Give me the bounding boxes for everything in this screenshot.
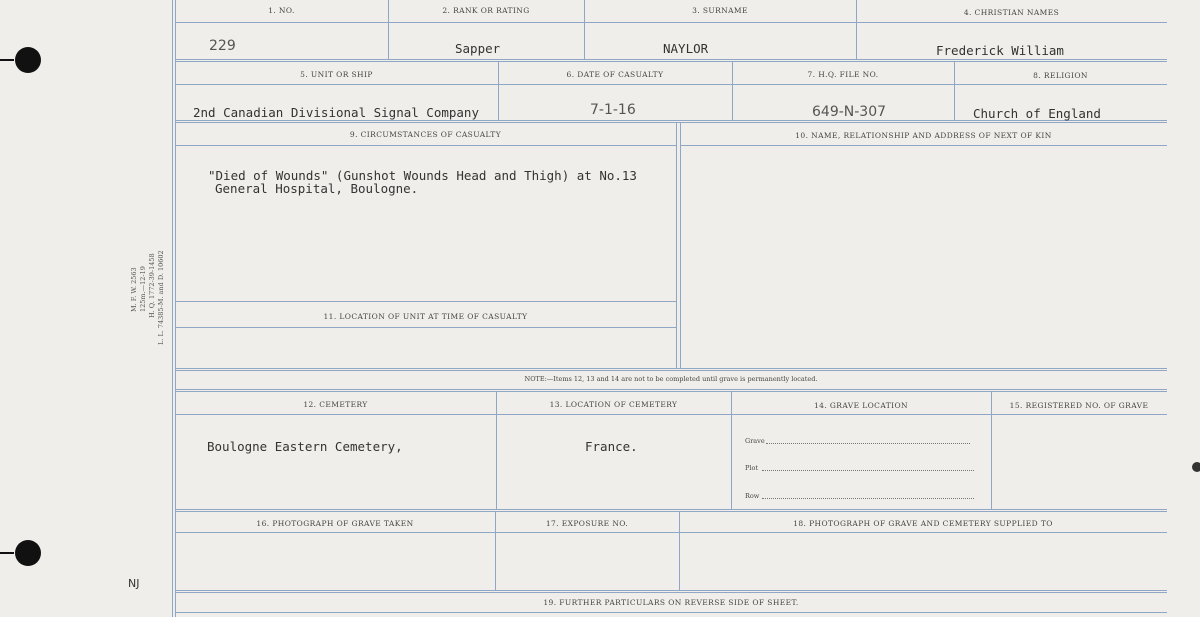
cemetery-location-value: France. bbox=[585, 439, 638, 454]
photo-taken-label: 16. PHOTOGRAPH OF GRAVE TAKEN bbox=[256, 519, 414, 528]
christian-names-label: 4. CHRISTIAN NAMES bbox=[963, 8, 1060, 17]
location-of-unit-label: 11. LOCATION OF UNIT AT TIME OF CASUALTY bbox=[323, 312, 528, 321]
plot-field-label: Plot bbox=[745, 464, 758, 472]
punch-tick-bottom bbox=[0, 552, 14, 554]
grave-location-label: 14. GRAVE LOCATION bbox=[813, 401, 909, 410]
surname-label: 3. SURNAME bbox=[692, 6, 748, 15]
side-print-4: L. L. 74385-M. and D. 10602 bbox=[157, 250, 165, 345]
edge-mark bbox=[1192, 462, 1200, 472]
side-print-1: M. F. W. 2563 bbox=[130, 267, 138, 312]
circumstances-line-2: General Hospital, Boulogne. bbox=[215, 181, 419, 196]
cemetery-label: 12. CEMETERY bbox=[303, 400, 368, 409]
punch-hole-top bbox=[15, 47, 41, 73]
clerk-initials: NJ bbox=[128, 577, 140, 590]
file-number-value: 649-N-307 bbox=[812, 104, 887, 120]
unit-value: 2nd Canadian Divisional Signal Company bbox=[193, 105, 479, 120]
circumstances-label: 9. CIRCUMSTANCES OF CASUALTY bbox=[349, 130, 502, 139]
date-label: 6. DATE OF CASUALTY bbox=[566, 70, 664, 79]
plot-field-line bbox=[762, 470, 974, 471]
rank-value: Sapper bbox=[455, 41, 501, 56]
unit-label: 5. UNIT OR SHIP bbox=[300, 70, 373, 79]
no-label: 1. NO. bbox=[268, 6, 295, 15]
punch-tick-top bbox=[0, 59, 14, 61]
religion-value: Church of England bbox=[973, 106, 1101, 121]
exposure-label: 17. EXPOSURE NO. bbox=[545, 519, 629, 528]
cemetery-value: Boulogne Eastern Cemetery, bbox=[207, 439, 403, 454]
surname-value: NAYLOR bbox=[663, 41, 709, 56]
religion-label: 8. RELIGION bbox=[1033, 71, 1088, 80]
date-value: 7-1-16 bbox=[590, 102, 636, 118]
rank-label: 2. RANK OR RATING bbox=[442, 6, 530, 15]
row-field-label: Row bbox=[745, 492, 760, 500]
frame-left bbox=[172, 0, 173, 617]
circumstances-line-1: "Died of Wounds" (Gunshot Wounds Head and Thigh) at No.13 bbox=[208, 168, 637, 183]
side-print-2: 125m.—12-19 bbox=[139, 266, 147, 312]
side-print-3: H. Q. 1772-39-1458 bbox=[148, 253, 156, 318]
cemetery-location-label: 13. LOCATION OF CEMETERY bbox=[549, 400, 678, 409]
grave-field-label: Grave bbox=[745, 437, 765, 445]
photo-supplied-label: 18. PHOTOGRAPH OF GRAVE AND CEMETERY SUPPLIED TO bbox=[793, 519, 1053, 528]
service-number: 229 bbox=[209, 38, 236, 54]
grave-field-line bbox=[766, 443, 970, 444]
next-of-kin-label: 10. NAME, RELATIONSHIP AND ADDRESS OF NEXT OF KIN bbox=[795, 131, 1052, 140]
christian-names-value: Frederick William bbox=[936, 43, 1064, 58]
file-label: 7. H.Q. FILE NO. bbox=[807, 70, 879, 79]
punch-hole-bottom bbox=[15, 540, 41, 566]
registered-no-label: 15. REGISTERED NO. OF GRAVE bbox=[1009, 401, 1149, 410]
row-field-line bbox=[762, 498, 974, 499]
note-text: NOTE:—Items 12, 13 and 14 are not to be completed until grave is permanently located. bbox=[524, 375, 818, 383]
further-particulars-label: 19. FURTHER PARTICULARS ON REVERSE SIDE OF SHEET. bbox=[543, 598, 799, 607]
